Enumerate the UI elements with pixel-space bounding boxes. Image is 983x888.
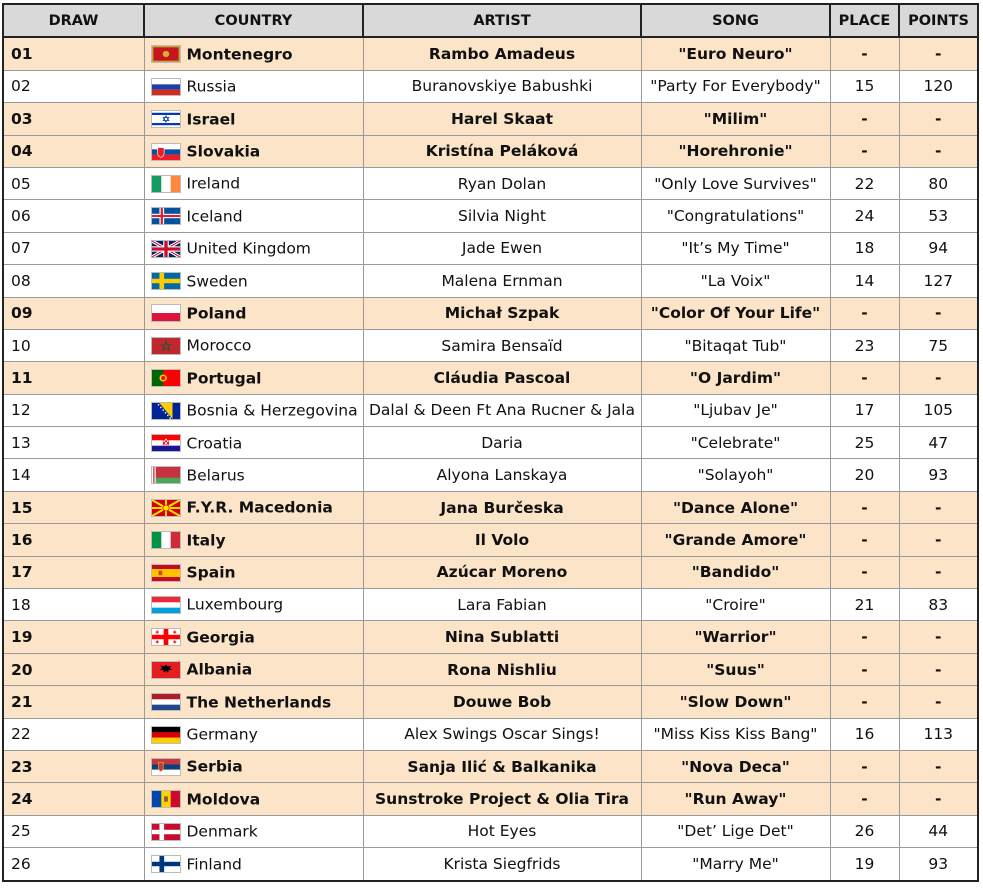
country-cell bbox=[144, 329, 363, 361]
country-cell bbox=[144, 848, 363, 881]
song-cell: "Color Of Your Life" bbox=[641, 297, 830, 329]
country-name: Serbia bbox=[186, 757, 243, 776]
table-row bbox=[3, 556, 978, 588]
country-name: Ireland bbox=[186, 174, 241, 193]
table-row bbox=[3, 653, 978, 685]
song-cell: "Grande Amore" bbox=[641, 524, 830, 556]
draw-cell: 13 bbox=[3, 427, 144, 459]
points-cell: 44 bbox=[899, 815, 978, 847]
russia-flag-icon bbox=[151, 78, 181, 96]
points-cell: - bbox=[899, 491, 978, 523]
song-cell: "Dance Alone" bbox=[641, 491, 830, 523]
draw-cell: 18 bbox=[3, 589, 144, 621]
moldova-flag-icon bbox=[151, 790, 181, 808]
points-cell: - bbox=[899, 362, 978, 394]
table-row bbox=[3, 362, 978, 394]
draw-cell: 19 bbox=[3, 621, 144, 653]
country-name: United Kingdom bbox=[186, 239, 311, 258]
georgia-flag-icon bbox=[151, 628, 181, 646]
table-row bbox=[3, 686, 978, 718]
country-cell bbox=[144, 297, 363, 329]
country-cell bbox=[144, 362, 363, 394]
draw-cell: 21 bbox=[3, 686, 144, 718]
points-cell: - bbox=[899, 686, 978, 718]
country-cell bbox=[144, 589, 363, 621]
country-cell bbox=[144, 783, 363, 815]
points-cell: - bbox=[899, 524, 978, 556]
song-cell: "Miss Kiss Kiss Bang" bbox=[641, 718, 830, 750]
country-cell bbox=[144, 750, 363, 782]
place-cell: - bbox=[830, 135, 899, 167]
country-name: Montenegro bbox=[186, 45, 293, 64]
artist-cell: Kristína Peláková bbox=[363, 135, 641, 167]
song-cell: "Slow Down" bbox=[641, 686, 830, 718]
bosnia-flag-icon bbox=[151, 402, 181, 420]
country-name: Denmark bbox=[186, 822, 258, 841]
place-cell: 24 bbox=[830, 200, 899, 232]
results-table-container bbox=[2, 3, 979, 882]
song-cell: "Milim" bbox=[641, 103, 830, 135]
country-cell bbox=[144, 491, 363, 523]
artist-cell: Douwe Bob bbox=[363, 686, 641, 718]
country-name: The Netherlands bbox=[186, 693, 332, 712]
place-cell: - bbox=[830, 297, 899, 329]
points-cell: 80 bbox=[899, 167, 978, 199]
country-cell bbox=[144, 232, 363, 264]
place-cell: 16 bbox=[830, 718, 899, 750]
table-row bbox=[3, 329, 978, 361]
header-artist: ARTIST bbox=[363, 4, 641, 37]
table-row bbox=[3, 589, 978, 621]
country-cell bbox=[144, 459, 363, 491]
israel-flag-icon bbox=[151, 110, 181, 128]
country-cell bbox=[144, 167, 363, 199]
country-name: Iceland bbox=[186, 207, 243, 226]
place-cell: 26 bbox=[830, 815, 899, 847]
belarus-flag-icon bbox=[151, 466, 181, 484]
artist-cell: Jana Burčeska bbox=[363, 491, 641, 523]
artist-cell: Lara Fabian bbox=[363, 589, 641, 621]
table-row bbox=[3, 265, 978, 297]
artist-cell: Dalal & Deen Ft Ana Rucner & Jala bbox=[363, 394, 641, 426]
netherlands-flag-icon bbox=[151, 693, 181, 711]
song-cell: "Euro Neuro" bbox=[641, 37, 830, 70]
song-cell: "La Voix" bbox=[641, 265, 830, 297]
points-cell: - bbox=[899, 135, 978, 167]
draw-cell: 16 bbox=[3, 524, 144, 556]
draw-cell: 23 bbox=[3, 750, 144, 782]
albania-flag-icon bbox=[151, 661, 181, 679]
table-row bbox=[3, 297, 978, 329]
artist-cell: Alyona Lanskaya bbox=[363, 459, 641, 491]
country-cell bbox=[144, 103, 363, 135]
table-row bbox=[3, 750, 978, 782]
place-cell: 18 bbox=[830, 232, 899, 264]
points-cell: - bbox=[899, 37, 978, 70]
country-name: Sweden bbox=[186, 272, 248, 291]
points-cell: - bbox=[899, 297, 978, 329]
artist-cell: Michał Szpak bbox=[363, 297, 641, 329]
place-cell: - bbox=[830, 103, 899, 135]
results-table bbox=[2, 3, 979, 882]
place-cell: 14 bbox=[830, 265, 899, 297]
draw-cell: 25 bbox=[3, 815, 144, 847]
draw-cell: 03 bbox=[3, 103, 144, 135]
draw-cell: 12 bbox=[3, 394, 144, 426]
artist-cell: Ryan Dolan bbox=[363, 167, 641, 199]
draw-cell: 08 bbox=[3, 265, 144, 297]
draw-cell: 05 bbox=[3, 167, 144, 199]
draw-cell: 26 bbox=[3, 848, 144, 881]
song-cell: "O Jardim" bbox=[641, 362, 830, 394]
song-cell: "It’s My Time" bbox=[641, 232, 830, 264]
table-row bbox=[3, 524, 978, 556]
uk-flag-icon bbox=[151, 240, 181, 258]
country-name: Poland bbox=[186, 304, 247, 323]
points-cell: - bbox=[899, 556, 978, 588]
place-cell: 22 bbox=[830, 167, 899, 199]
iceland-flag-icon bbox=[151, 207, 181, 225]
song-cell: "Only Love Survives" bbox=[641, 167, 830, 199]
draw-cell: 07 bbox=[3, 232, 144, 264]
luxembourg-flag-icon bbox=[151, 596, 181, 614]
points-cell: 105 bbox=[899, 394, 978, 426]
points-cell: 75 bbox=[899, 329, 978, 361]
song-cell: "Bitaqat Tub" bbox=[641, 329, 830, 361]
country-name: Luxembourg bbox=[186, 595, 284, 614]
points-cell: 120 bbox=[899, 70, 978, 102]
points-cell: 53 bbox=[899, 200, 978, 232]
draw-cell: 01 bbox=[3, 37, 144, 70]
draw-cell: 10 bbox=[3, 329, 144, 361]
table-row bbox=[3, 459, 978, 491]
table-row bbox=[3, 621, 978, 653]
table-row bbox=[3, 718, 978, 750]
poland-flag-icon bbox=[151, 304, 181, 322]
place-cell: - bbox=[830, 491, 899, 523]
song-cell: "Solayoh" bbox=[641, 459, 830, 491]
header-song: SONG bbox=[641, 4, 830, 37]
finland-flag-icon bbox=[151, 855, 181, 873]
place-cell: - bbox=[830, 653, 899, 685]
country-name: Spain bbox=[186, 563, 236, 582]
artist-cell: Azúcar Moreno bbox=[363, 556, 641, 588]
place-cell: 19 bbox=[830, 848, 899, 881]
artist-cell: Daria bbox=[363, 427, 641, 459]
ireland-flag-icon bbox=[151, 175, 181, 193]
country-name: Croatia bbox=[186, 434, 243, 453]
header-points: POINTS bbox=[899, 4, 978, 37]
draw-cell: 20 bbox=[3, 653, 144, 685]
song-cell: "Horehronie" bbox=[641, 135, 830, 167]
country-cell bbox=[144, 718, 363, 750]
portugal-flag-icon bbox=[151, 369, 181, 387]
place-cell: - bbox=[830, 524, 899, 556]
country-name: Georgia bbox=[186, 628, 255, 647]
montenegro-flag-icon bbox=[151, 45, 181, 63]
draw-cell: 06 bbox=[3, 200, 144, 232]
points-cell: 93 bbox=[899, 848, 978, 881]
country-name: Portugal bbox=[186, 369, 262, 388]
place-cell: - bbox=[830, 37, 899, 70]
table-row bbox=[3, 103, 978, 135]
song-cell: "Det’ Lige Det" bbox=[641, 815, 830, 847]
country-cell bbox=[144, 556, 363, 588]
draw-cell: 02 bbox=[3, 70, 144, 102]
macedonia-flag-icon bbox=[151, 499, 181, 517]
country-name: Moldova bbox=[186, 790, 261, 809]
artist-cell: Il Volo bbox=[363, 524, 641, 556]
italy-flag-icon bbox=[151, 531, 181, 549]
country-name: Slovakia bbox=[186, 142, 261, 161]
artist-cell: Nina Sublatti bbox=[363, 621, 641, 653]
song-cell: "Croire" bbox=[641, 589, 830, 621]
song-cell: "Party For Everybody" bbox=[641, 70, 830, 102]
points-cell: - bbox=[899, 621, 978, 653]
header-row bbox=[3, 4, 978, 37]
place-cell: - bbox=[830, 621, 899, 653]
artist-cell: Samira Bensaïd bbox=[363, 329, 641, 361]
country-cell bbox=[144, 815, 363, 847]
points-cell: 83 bbox=[899, 589, 978, 621]
country-name: F.Y.R. Macedonia bbox=[186, 498, 333, 517]
table-row bbox=[3, 427, 978, 459]
artist-cell: Rambo Amadeus bbox=[363, 37, 641, 70]
country-name: Italy bbox=[186, 531, 226, 550]
points-cell: 47 bbox=[899, 427, 978, 459]
country-name: Germany bbox=[186, 725, 258, 744]
table-body bbox=[3, 37, 978, 880]
country-cell bbox=[144, 70, 363, 102]
country-cell bbox=[144, 37, 363, 70]
draw-cell: 04 bbox=[3, 135, 144, 167]
morocco-flag-icon bbox=[151, 337, 181, 355]
sweden-flag-icon bbox=[151, 272, 181, 290]
denmark-flag-icon bbox=[151, 823, 181, 841]
place-cell: 23 bbox=[830, 329, 899, 361]
place-cell: - bbox=[830, 556, 899, 588]
croatia-flag-icon bbox=[151, 434, 181, 452]
place-cell: - bbox=[830, 783, 899, 815]
song-cell: "Congratulations" bbox=[641, 200, 830, 232]
artist-cell: Alex Swings Oscar Sings! bbox=[363, 718, 641, 750]
place-cell: 20 bbox=[830, 459, 899, 491]
artist-cell: Krista Siegfrids bbox=[363, 848, 641, 881]
draw-cell: 17 bbox=[3, 556, 144, 588]
draw-cell: 22 bbox=[3, 718, 144, 750]
table-row bbox=[3, 167, 978, 199]
artist-cell: Sunstroke Project & Olia Tira bbox=[363, 783, 641, 815]
song-cell: "Run Away" bbox=[641, 783, 830, 815]
place-cell: 21 bbox=[830, 589, 899, 621]
country-cell bbox=[144, 135, 363, 167]
header-draw: DRAW bbox=[3, 4, 144, 37]
country-cell bbox=[144, 427, 363, 459]
points-cell: 113 bbox=[899, 718, 978, 750]
song-cell: "Warrior" bbox=[641, 621, 830, 653]
place-cell: 17 bbox=[830, 394, 899, 426]
table-row bbox=[3, 848, 978, 881]
country-name: Israel bbox=[186, 110, 236, 129]
spain-flag-icon bbox=[151, 564, 181, 582]
place-cell: - bbox=[830, 362, 899, 394]
artist-cell: Rona Nishliu bbox=[363, 653, 641, 685]
song-cell: "Ljubav Je" bbox=[641, 394, 830, 426]
table-row bbox=[3, 200, 978, 232]
song-cell: "Marry Me" bbox=[641, 848, 830, 881]
points-cell: - bbox=[899, 783, 978, 815]
draw-cell: 14 bbox=[3, 459, 144, 491]
country-name: Finland bbox=[186, 855, 242, 874]
country-cell bbox=[144, 621, 363, 653]
country-cell bbox=[144, 686, 363, 718]
points-cell: - bbox=[899, 653, 978, 685]
points-cell: 94 bbox=[899, 232, 978, 264]
table-row bbox=[3, 815, 978, 847]
germany-flag-icon bbox=[151, 726, 181, 744]
points-cell: 127 bbox=[899, 265, 978, 297]
artist-cell: Hot Eyes bbox=[363, 815, 641, 847]
country-cell bbox=[144, 265, 363, 297]
draw-cell: 15 bbox=[3, 491, 144, 523]
country-name: Bosnia & Herzegovina bbox=[186, 401, 358, 420]
artist-cell: Cláudia Pascoal bbox=[363, 362, 641, 394]
place-cell: - bbox=[830, 750, 899, 782]
country-name: Russia bbox=[186, 77, 237, 96]
points-cell: - bbox=[899, 750, 978, 782]
country-cell bbox=[144, 524, 363, 556]
table-row bbox=[3, 70, 978, 102]
song-cell: "Suus" bbox=[641, 653, 830, 685]
draw-cell: 24 bbox=[3, 783, 144, 815]
artist-cell: Harel Skaat bbox=[363, 103, 641, 135]
header-country: COUNTRY bbox=[144, 4, 363, 37]
country-cell bbox=[144, 653, 363, 685]
song-cell: "Celebrate" bbox=[641, 427, 830, 459]
song-cell: "Nova Deca" bbox=[641, 750, 830, 782]
slovakia-flag-icon bbox=[151, 143, 181, 161]
table-row bbox=[3, 37, 978, 70]
place-cell: - bbox=[830, 686, 899, 718]
table-row bbox=[3, 394, 978, 426]
draw-cell: 11 bbox=[3, 362, 144, 394]
header-place: PLACE bbox=[830, 4, 899, 37]
table-row bbox=[3, 232, 978, 264]
artist-cell: Malena Ernman bbox=[363, 265, 641, 297]
country-name: Morocco bbox=[186, 336, 252, 355]
country-name: Belarus bbox=[186, 466, 245, 485]
serbia-flag-icon bbox=[151, 758, 181, 776]
points-cell: - bbox=[899, 103, 978, 135]
country-cell bbox=[144, 200, 363, 232]
artist-cell: Silvia Night bbox=[363, 200, 641, 232]
country-name: Albania bbox=[186, 660, 253, 679]
country-cell bbox=[144, 394, 363, 426]
place-cell: 15 bbox=[830, 70, 899, 102]
table-row bbox=[3, 135, 978, 167]
draw-cell: 09 bbox=[3, 297, 144, 329]
table-row bbox=[3, 491, 978, 523]
song-cell: "Bandido" bbox=[641, 556, 830, 588]
table-row bbox=[3, 783, 978, 815]
artist-cell: Jade Ewen bbox=[363, 232, 641, 264]
place-cell: 25 bbox=[830, 427, 899, 459]
artist-cell: Buranovskiye Babushki bbox=[363, 70, 641, 102]
artist-cell: Sanja Ilić & Balkanika bbox=[363, 750, 641, 782]
points-cell: 93 bbox=[899, 459, 978, 491]
